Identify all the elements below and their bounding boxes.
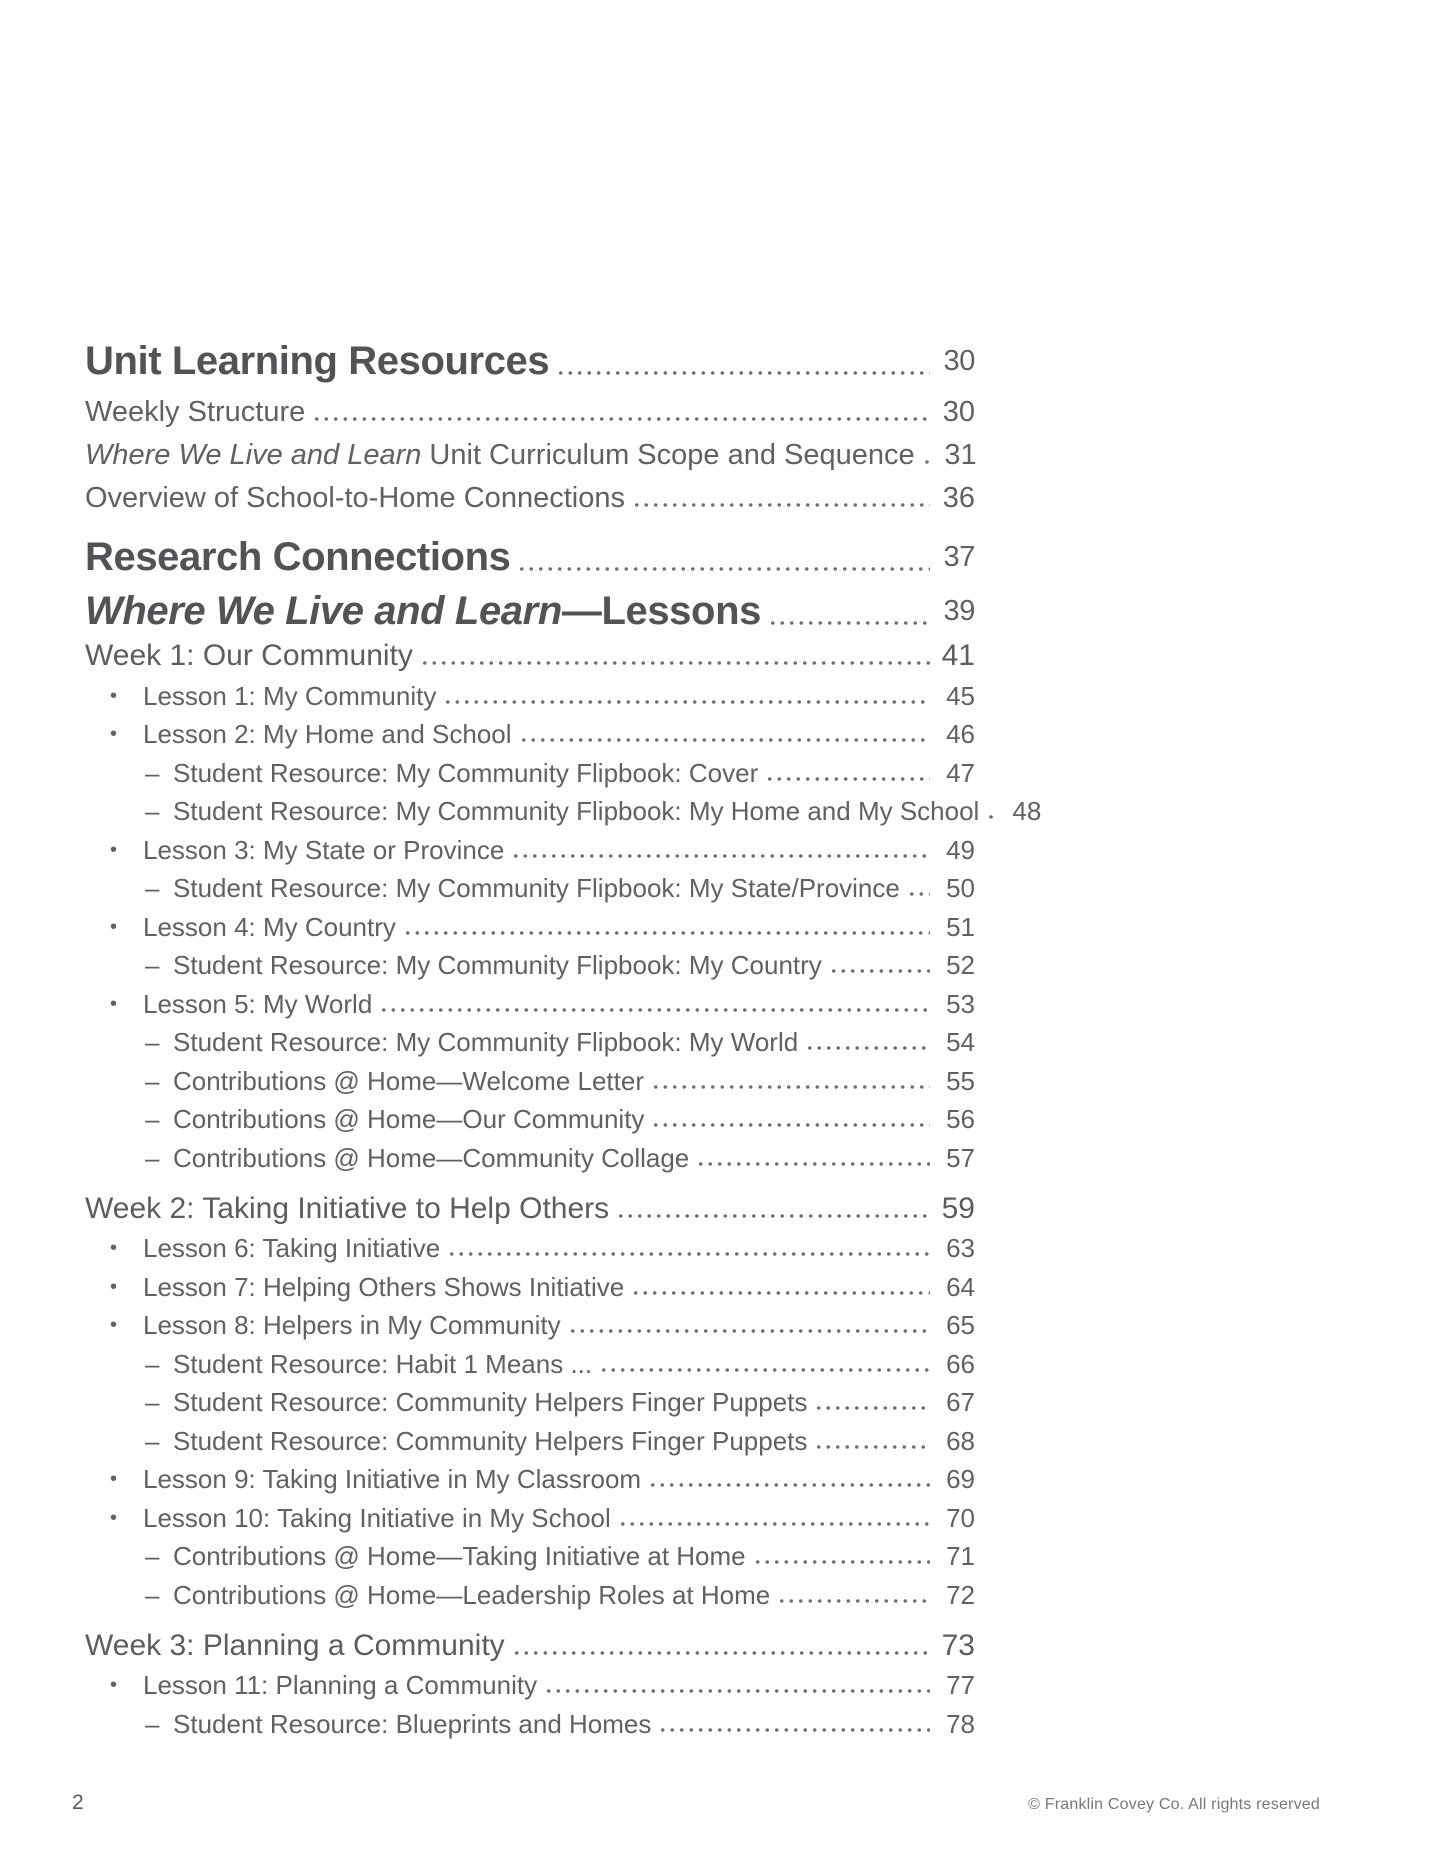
toc-page-number: 68: [946, 1425, 975, 1456]
toc-page-number: 36: [942, 482, 975, 514]
toc-entry-label: Student Resource: My Community Flipbook: My World: [173, 1027, 799, 1057]
toc-entry-label: Where We Live and Learn—Lessons: [85, 589, 761, 633]
toc-row: [85, 1271, 975, 1302]
toc-entry-label: Contributions @ Home—Welcome Letter: [173, 1065, 644, 1096]
toc-page-number: 64: [946, 1271, 975, 1302]
toc-page-number: 54: [946, 1027, 975, 1057]
toc-entry-label: Contributions @ Home—Taking Initiative at Home: [173, 1541, 746, 1571]
dot-leader: [907, 892, 930, 896]
dash-icon: –: [145, 873, 160, 903]
toc-page-number: 50: [946, 873, 975, 903]
toc-page-number: 45: [946, 680, 975, 711]
dot-leader: [447, 1252, 930, 1256]
toc-row: [85, 952, 975, 979]
toc-entry-label: Week 2: Taking Initiative to Help Others: [85, 1191, 610, 1225]
toc-row: [85, 680, 975, 711]
toc-row: [85, 588, 975, 634]
toc-page-number: 71: [946, 1541, 975, 1571]
bullet-icon: •: [110, 723, 118, 745]
toc-row: [85, 911, 975, 942]
toc-entry-label: Overview of School-to-Home Connections: [85, 482, 625, 514]
toc-row: [85, 1348, 975, 1379]
toc-entry-label: Lesson 10: Taking Initiative in My School: [143, 1502, 611, 1533]
toc-row: [85, 338, 975, 384]
dot-leader: [544, 1689, 930, 1693]
toc-entry-label: Unit Learning Resources: [85, 339, 550, 383]
bullet-icon: •: [110, 1275, 118, 1298]
toc-entry-label: Lesson 9: Taking Initiative in My Classroom: [143, 1464, 642, 1494]
toc-page-number: 70: [946, 1502, 975, 1533]
dash-icon: –: [145, 796, 160, 826]
dash-icon: –: [145, 1027, 160, 1057]
toc-row: [85, 534, 975, 580]
toc-page-number: 73: [941, 1628, 975, 1662]
dot-leader: [696, 1162, 930, 1166]
bullet-icon: •: [110, 1314, 118, 1336]
toc-page-number: 31: [944, 439, 977, 471]
dot-leader: [986, 815, 996, 819]
dot-leader: [829, 969, 930, 973]
dot-leader: [420, 661, 930, 665]
toc-row: [85, 1193, 975, 1224]
toc-page-number: 57: [946, 1142, 975, 1173]
dash-icon: –: [145, 1348, 160, 1379]
toc-entry-label: Week 3: Planning a Community: [85, 1628, 505, 1662]
bullet-icon: •: [110, 1237, 118, 1259]
toc-entry-label: Lesson 5: My World: [143, 988, 373, 1019]
toc-page-number: 49: [946, 834, 975, 865]
dot-leader: [312, 417, 930, 421]
dot-leader: [765, 777, 930, 781]
dot-leader: [443, 700, 930, 704]
dot-leader: [651, 1085, 930, 1089]
bullet-icon: •: [110, 838, 118, 861]
toc-row: [85, 440, 975, 470]
toc-row: [85, 834, 975, 865]
toc-row: [85, 397, 975, 427]
toc-entry-label: Student Resource: My Community Flipbook: My Country: [173, 950, 822, 980]
toc-page-number: 53: [946, 988, 975, 1019]
toc-entry-label: Lesson 7: Helping Others Shows Initiative: [143, 1271, 625, 1302]
toc-row: [85, 988, 975, 1019]
dot-leader: [922, 460, 932, 464]
toc-row: [85, 1389, 975, 1416]
toc-entry-label: Contributions @ Home—Community Collage: [173, 1142, 690, 1173]
toc-page-number: 77: [946, 1670, 975, 1700]
dash-icon: –: [145, 1065, 160, 1096]
table-of-contents: [85, 338, 1042, 1739]
dot-leader: [517, 567, 930, 571]
toc-entry-label: Lesson 11: Planning a Community: [143, 1670, 538, 1700]
toc-entry-label: Lesson 4: My Country: [143, 911, 396, 942]
toc-entry-label: Student Resource: Community Helpers Finger Puppets: [173, 1387, 808, 1417]
page-footer: [72, 1791, 1320, 1815]
toc-entry-label: Student Resource: My Community Flipbook: Cover: [173, 757, 759, 788]
dot-leader: [618, 1522, 930, 1526]
toc-entry-label: Student Resource: Blueprints and Homes: [173, 1708, 652, 1739]
toc-page-number: 48: [1012, 796, 1042, 826]
toc-row: [85, 721, 975, 748]
bullet-icon: •: [110, 992, 118, 1015]
toc-page-number: 78: [946, 1708, 975, 1739]
toc-entry-label: Lesson 2: My Home and School: [143, 719, 512, 749]
toc-entry-label: Student Resource: Community Helpers Finger Puppets: [173, 1425, 808, 1456]
dash-icon: –: [145, 757, 160, 788]
dot-leader: [403, 931, 930, 935]
toc-row: [85, 796, 1042, 826]
dash-icon: –: [145, 1425, 160, 1456]
toc-page-number: 52: [946, 950, 975, 980]
toc-row: [85, 483, 975, 513]
toc-entry-label: Lesson 8: Helpers in My Community: [143, 1310, 561, 1340]
toc-entry-label: Lesson 1: My Community: [143, 680, 437, 711]
toc-row: [85, 757, 975, 788]
toc-row: [85, 1425, 975, 1456]
toc-row: [85, 1466, 975, 1493]
dot-leader: [631, 1291, 930, 1295]
dot-leader: [599, 1368, 930, 1372]
toc-entry-label: Weekly Structure: [85, 396, 306, 428]
dot-leader: [777, 1599, 930, 1603]
toc-page-number: 47: [946, 757, 975, 788]
toc-page-number: 55: [946, 1065, 975, 1096]
toc-page-number: 51: [946, 911, 975, 942]
bullet-icon: •: [110, 1506, 118, 1529]
bullet-icon: •: [110, 915, 118, 938]
dot-leader: [651, 1123, 930, 1127]
toc-row: [85, 1235, 975, 1262]
toc-page-number: 59: [941, 1191, 975, 1225]
toc-page-number: 69: [946, 1464, 975, 1494]
toc-page-number: 65: [946, 1310, 975, 1340]
toc-page-number: 72: [946, 1579, 975, 1610]
dot-leader: [658, 1728, 930, 1732]
toc-entry-label: Week 1: Our Community: [85, 639, 413, 672]
toc-page-number: 66: [946, 1348, 975, 1379]
dot-leader: [511, 854, 930, 858]
bullet-icon: •: [110, 684, 118, 707]
dot-leader: [519, 738, 930, 742]
toc-entry-label: Lesson 3: My State or Province: [143, 834, 505, 865]
dot-leader: [753, 1560, 930, 1564]
dot-leader: [805, 1046, 930, 1050]
toc-page-number: 30: [942, 396, 975, 428]
dash-icon: –: [145, 950, 160, 980]
toc-page-number: 56: [946, 1104, 975, 1134]
toc-row: [85, 1142, 975, 1173]
toc-page-number: 30: [943, 345, 975, 377]
toc-entry-label: Contributions @ Home—Leadership Roles at Home: [173, 1579, 771, 1610]
bullet-icon: •: [110, 1468, 118, 1490]
dash-icon: –: [145, 1104, 160, 1134]
dot-leader: [568, 1329, 930, 1333]
dash-icon: –: [145, 1708, 160, 1739]
toc-row: [85, 1672, 975, 1699]
toc-entry-label: Where We Live and Learn Unit Curriculum Scope and Sequence: [85, 439, 915, 471]
toc-row: [85, 875, 975, 902]
dot-leader: [512, 1651, 930, 1655]
dot-leader: [616, 1214, 930, 1218]
dot-leader: [814, 1406, 930, 1410]
toc-row: [85, 1065, 975, 1096]
toc-row: [85, 1502, 975, 1533]
dot-leader: [768, 621, 930, 625]
toc-entry-label: Student Resource: My Community Flipbook: My Home and My School: [173, 796, 980, 826]
toc-entry-label: Student Resource: Habit 1 Means ...: [173, 1348, 593, 1379]
dash-icon: –: [145, 1541, 160, 1571]
dot-leader: [648, 1483, 930, 1487]
dot-leader: [556, 371, 930, 375]
dot-leader: [814, 1445, 930, 1449]
toc-page-number: 46: [946, 719, 975, 749]
dash-icon: –: [145, 1579, 160, 1610]
dot-leader: [379, 1008, 930, 1012]
toc-entry-label: Lesson 6: Taking Initiative: [143, 1233, 441, 1263]
dash-icon: –: [145, 1142, 160, 1173]
toc-entry-label: Contributions @ Home—Our Community: [173, 1104, 645, 1134]
toc-page-number: 63: [946, 1233, 975, 1263]
toc-row: [85, 1543, 975, 1570]
toc-row: [85, 1106, 975, 1133]
bullet-icon: •: [110, 1674, 118, 1696]
toc-page-number: 39: [943, 595, 975, 627]
toc-page-number: 41: [941, 639, 975, 672]
toc-row: [85, 640, 975, 671]
folio-page-number: 2: [72, 1791, 84, 1814]
toc-row: [85, 1312, 975, 1339]
toc-entry-label: Student Resource: My Community Flipbook: My State/Province: [173, 873, 900, 903]
toc-row: [85, 1630, 975, 1661]
toc-row: [85, 1708, 975, 1739]
toc-page-number: 67: [946, 1387, 975, 1417]
toc-row: [85, 1029, 975, 1056]
copyright-notice: © Franklin Covey Co. All rights reserved: [1028, 1796, 1320, 1813]
toc-entry-label: Research Connections: [85, 535, 511, 579]
dash-icon: –: [145, 1387, 160, 1417]
toc-page-number: 37: [943, 541, 975, 573]
toc-row: [85, 1579, 975, 1610]
dot-leader: [632, 503, 930, 507]
